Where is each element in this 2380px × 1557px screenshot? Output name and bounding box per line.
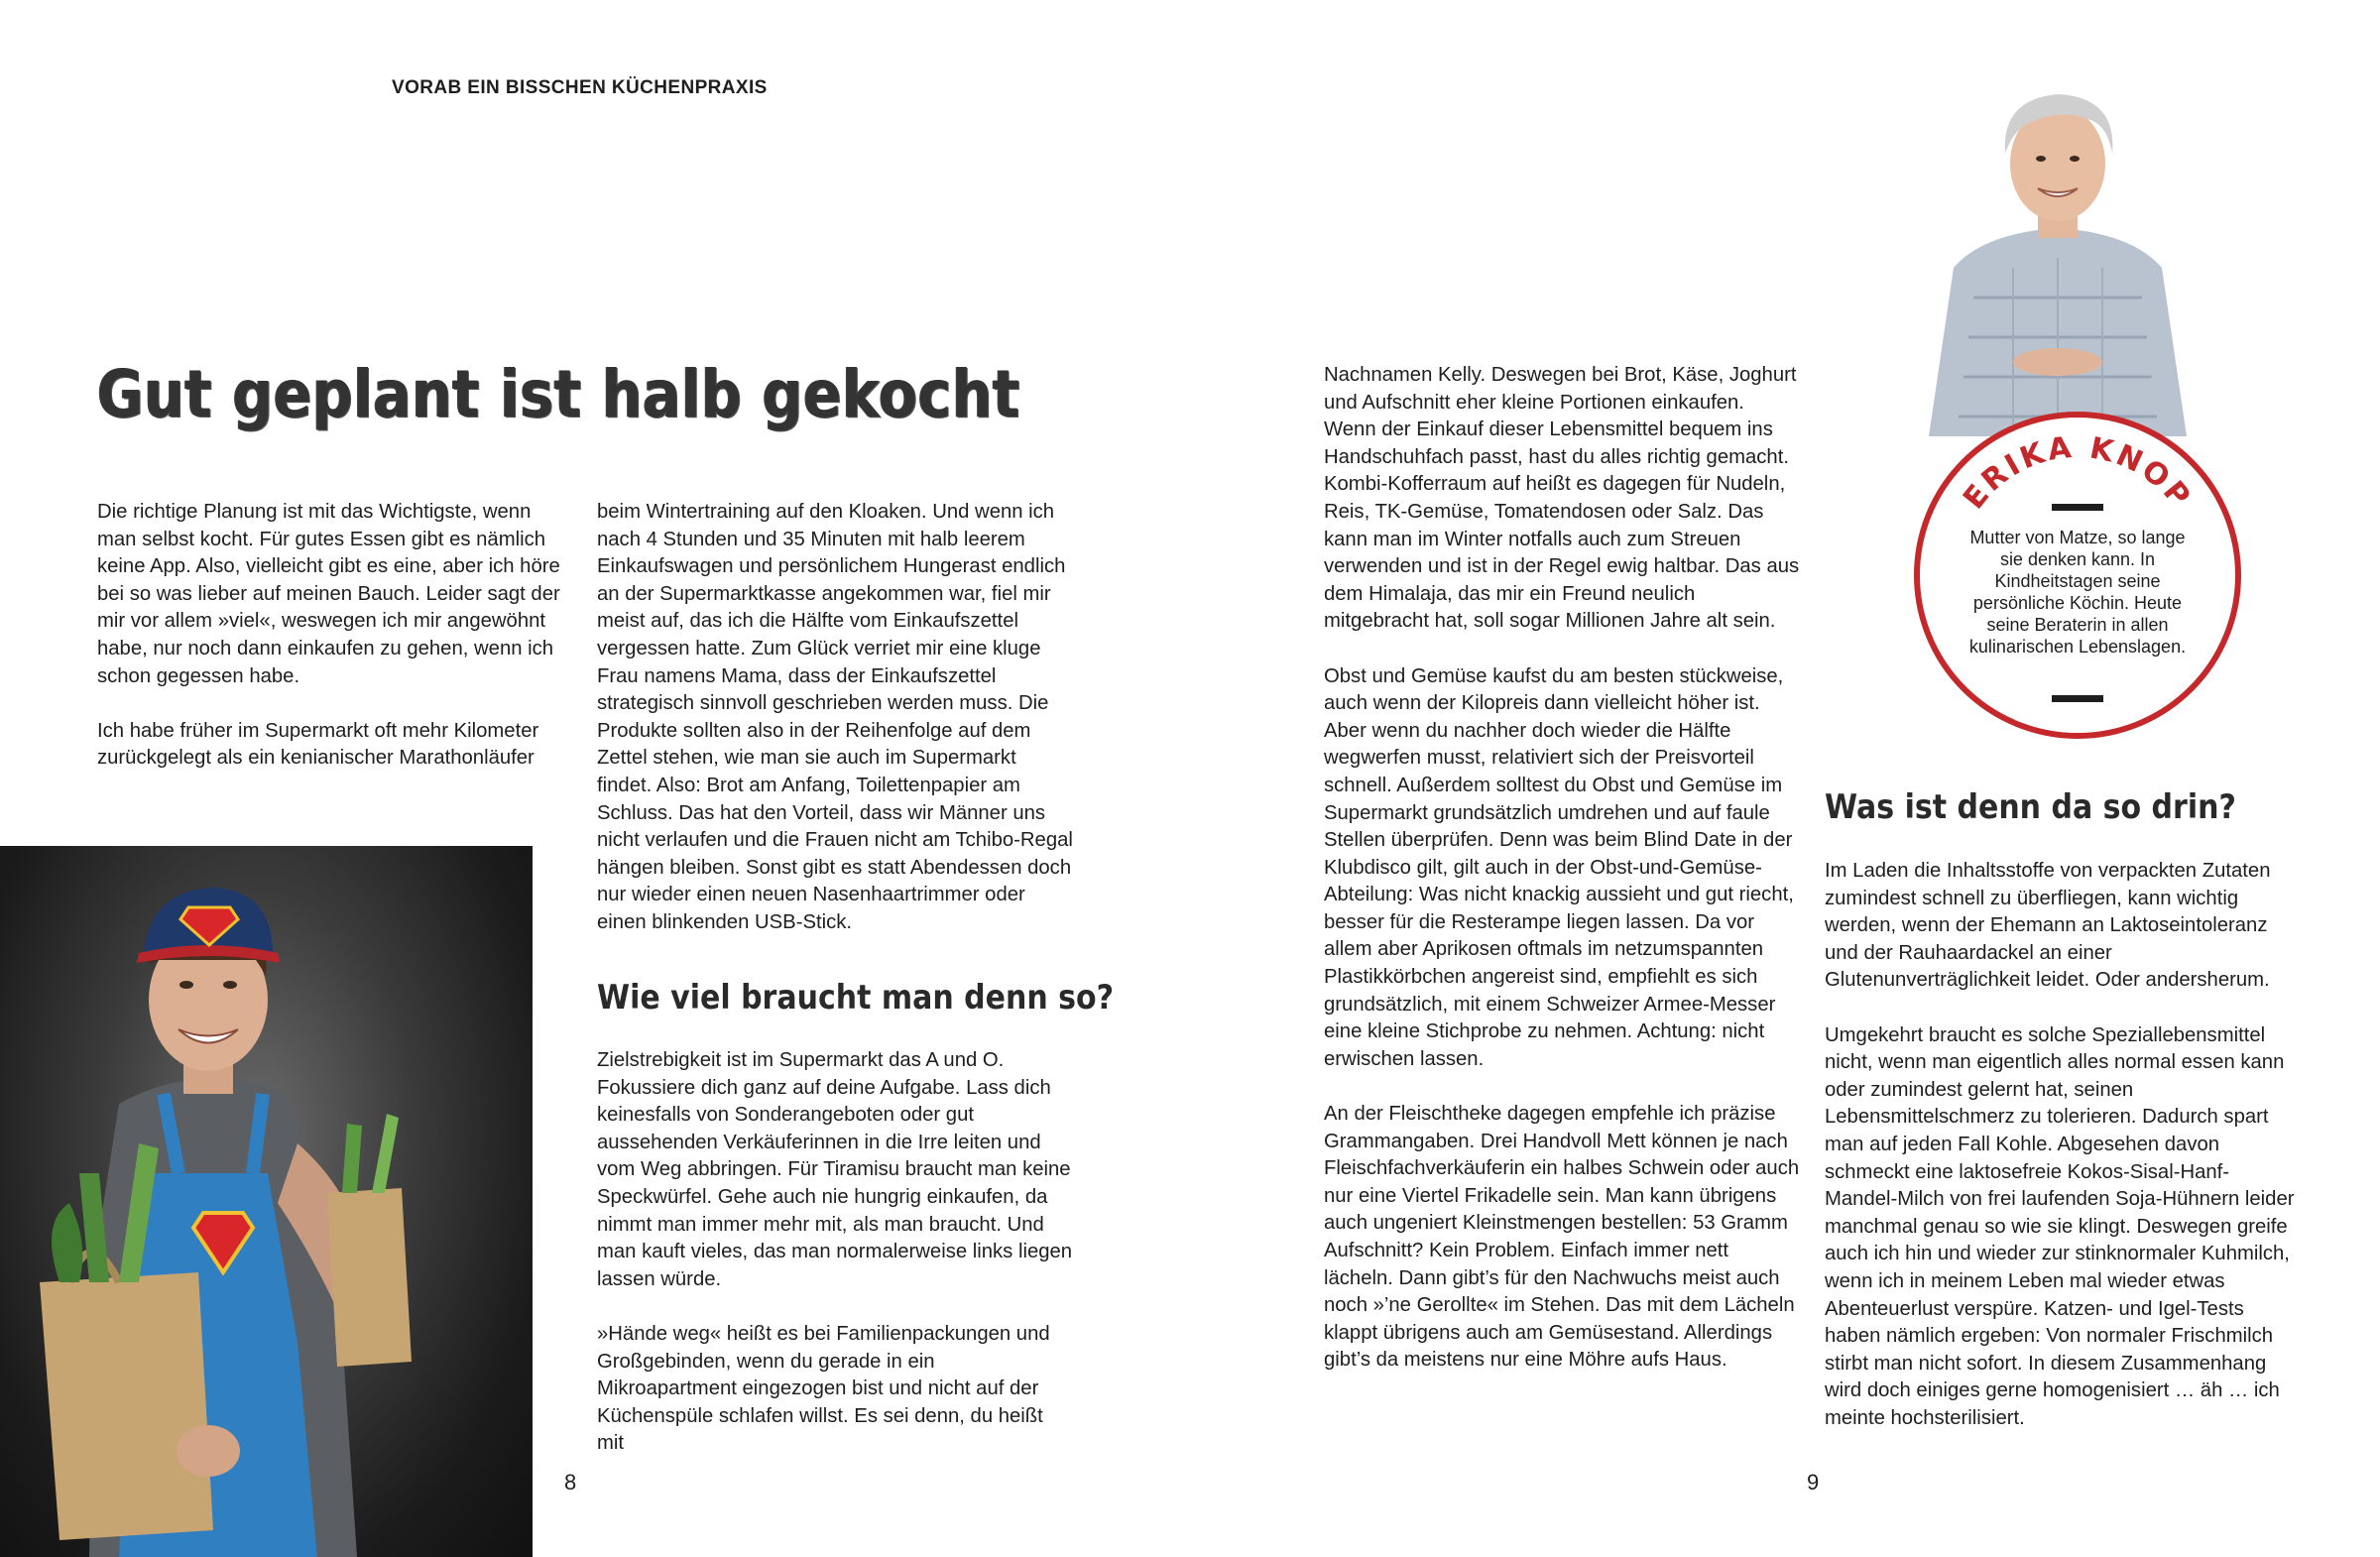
- badge-divider-bottom: [2052, 695, 2103, 702]
- subheading-was-ist-drin: Was ist denn da so drin?: [1825, 788, 2236, 828]
- photo-erika-knop: [1914, 69, 2202, 436]
- paragraph: Umgekehrt braucht es solche Speziallebensmittel nicht, wenn man eigentlich alles normal essen kann oder zumindest gelernt hat, seinen Lebensmittelschmerz zu tolerieren. Dadurch spart man auf jeden Fall Kohle. Abgesehen davon schmeckt eine laktosefreie Kokos-Sisal-Hanf-Mandel-Milch von frei laufenden Soja-Hühnern leider manchmal genau so wie sie klingt. Deswegen greife auch ich hin und wieder zur stinknormaler Kuhmilch, wenn ich in meinem Leben mal wieder etwas Abenteuerlust verspüre. Katzen- und Igel-Tests haben nämlich ergeben: Von normaler Frischmilch stirbt man nicht sofort. In diesem Zusammenhang wird doch einiges gerne homogenisiert … äh … ich meinte hochsterilisiert.: [1825, 1023, 2295, 1429]
- paragraph: An der Fleischtheke dagegen empfehle ich präzise Grammangaben. Drei Handvoll Mett können je nach Fleischfachverkäuferin ein halbes Schwein oder auch nur eine Viertel Frikadelle sein. Man kann übrigens auch ungeniert Kleinstmengen bestellen: 53 Gramm Aufschnitt? Kein Problem. Einfach immer nett lächeln. Dann gibt’s für den Nachwuchs meist auch noch »’ne Gerollte« im Stehen. Das mit dem Lächeln klappt übrigens auch am Gemüsestand. Allerdings gibt’s da meistens nur eine Möhre aufs Haus.: [1324, 1103, 1800, 1372]
- text-column-3: [1324, 362, 1800, 1375]
- paragraph: »Hände weg« heißt es bei Familienpackungen und Großgebinden, wenn du gerade in ein Mikroapartment eingezogen bist und nicht auf der Küchenspüle schlafen willst. Es sei denn, du heißt mit: [597, 1322, 1050, 1455]
- text-column-2: [597, 499, 1073, 937]
- paragraph: Im Laden die Inhaltsstoffe von verpackten Zutaten zumindest schnell zu überfliegen, kann wichtig werden, wenn der Ehemann an Laktoseintoleranz und der Rauhaardackel an einer Glutenunverträglichkeit leidet. Oder andersherum.: [1825, 860, 2271, 992]
- profile-badge: [1914, 412, 2241, 739]
- paragraph: Ich habe früher im Supermarkt oft mehr Kilometer zurückgelegt als ein kenianischer Marathonläufer: [97, 719, 539, 770]
- paragraph: Obst und Gemüse kaufst du am besten stückweise, auch wenn der Kilopreis dann vielleicht höher ist. Aber wenn du nachher doch wieder die Hälfte wegwerfen musst, relativiert sich der Preisvorteil schnell. Außerdem solltest du Obst und Gemüse im Supermarkt grundsätzlich umdrehen und auf faule Stellen überprüfen. Denn was beim Blind Date in der Klubdisco gilt, gilt auch in der Obst-und-Gemüse-Abteilung: Was nicht knackig aussieht und gut riecht, besser für die Resterampe liegen lassen. Da vor allem aber Aprikosen oftmals im netzumspannten Plastikkörbchen angereist sind, empfiehlt es sich grundsätzlich, mit einem Schweizer Armee-Messer eine kleine Stichprobe zu nehmen. Achtung: nicht erwischen lassen.: [1324, 664, 1794, 1070]
- badge-divider-top: [2052, 504, 2103, 511]
- paragraph: Nachnamen Kelly. Deswegen bei Brot, Käse, Joghurt und Aufschnitt eher kleine Portionen einkaufen. Wenn der Einkauf dieser Lebensmittel bequem ins Handschuhfach passt, hast du alles richtig gemacht. Kombi-Kofferraum auf heißt es dagegen für Nudeln, Reis, TK-Gemüse, Tomatendosen oder Salz. Das kann man im Winter notfalls auch zum Streuen verwenden und ist in der Regel ewig haltbar. Das aus dem Himalaja, das mir ein Freund neulich mitgebracht hat, soll sogar Millionen Jahre alt sein.: [1324, 364, 1800, 633]
- running-head: VORAB EIN BISSCHEN KÜCHENPRAXIS: [392, 77, 768, 98]
- text-column-2b: [597, 1047, 1073, 1458]
- badge-description: Mutter von Matze, so lange sie denken kann. In Kindheitstagen seine persönliche Köchin. Heute seine Beraterin in allen kulinarischen Lebenslagen.: [1968, 528, 2187, 657]
- paragraph: Zielstrebigkeit ist im Supermarkt das A und O. Fokussiere dich ganz auf deine Aufgabe. Lass dich keinesfalls von Sonderangeboten oder gut aussehenden Verkäuferinnen in die Irre leiten und vom Weg abbringen. Für Tiramisu braucht man keine Speckwürfel. Gehe auch nie hungrig einkaufen, da nimmt man immer mehr mit, als man braucht. Und man kauft vieles, das man normalerweise links liegen lassen würde.: [597, 1049, 1073, 1290]
- photo-man-with-groceries: [0, 846, 533, 1557]
- subheading-wie-viel: Wie viel braucht man denn so?: [597, 979, 1115, 1018]
- photo-illustration: [0, 846, 533, 1557]
- page-title: Gut geplant ist halb gekocht: [97, 357, 1020, 432]
- paragraph: beim Wintertraining auf den Kloaken. Und wenn ich nach 4 Stunden und 35 Minuten mit halb leerem Einkaufswagen und persönlichem Hungerast endlich an der Supermarktkasse angekommen war, fiel mir meist auf, das ich die Hälfte vom Einkaufszettel vergessen hatte. Zum Glück verriet mir eine kluge Frau namens Mama, dass der Einkaufszettel strategisch sinnvoll geschrieben werden muss. Die Produkte sollten also in der Reihenfolge auf dem Zettel stehen, wie man sie auch im Supermarkt findet. Also: Brot am Anfang, Toilettenpapier am Schluss. Das hat den Vorteil, dass wir Männer uns nicht verlaufen und die Frauen nicht am Tchibo-Regal hängen bleiben. Sonst gibt es statt Abendessen doch nur wieder einen neuen Nasenhaartrimmer oder einen blinkenden USB-Stick.: [597, 501, 1073, 933]
- paragraph: Die richtige Planung ist mit das Wichtigste, wenn man selbst kocht. Für gutes Essen gibt es nämlich keine App. Also, vielleicht gibt es eine, aber ich höre bei so was lieber auf meinen Bauch. Leider sagt der mir vor allem »viel«, weswegen ich mir angewöhnt habe, nur noch dann einkaufen zu gehen, wenn ich schon gegessen habe.: [97, 501, 560, 687]
- page-number-left: 8: [564, 1470, 577, 1495]
- badge-name-arc: [1920, 427, 2235, 537]
- badge-name: ERIKA KNOP: [1957, 429, 2199, 517]
- text-column-4: [1825, 858, 2301, 1432]
- text-column-1: [97, 499, 563, 773]
- portrait-illustration: [1914, 69, 2202, 436]
- page-number-right: 9: [1807, 1470, 1820, 1495]
